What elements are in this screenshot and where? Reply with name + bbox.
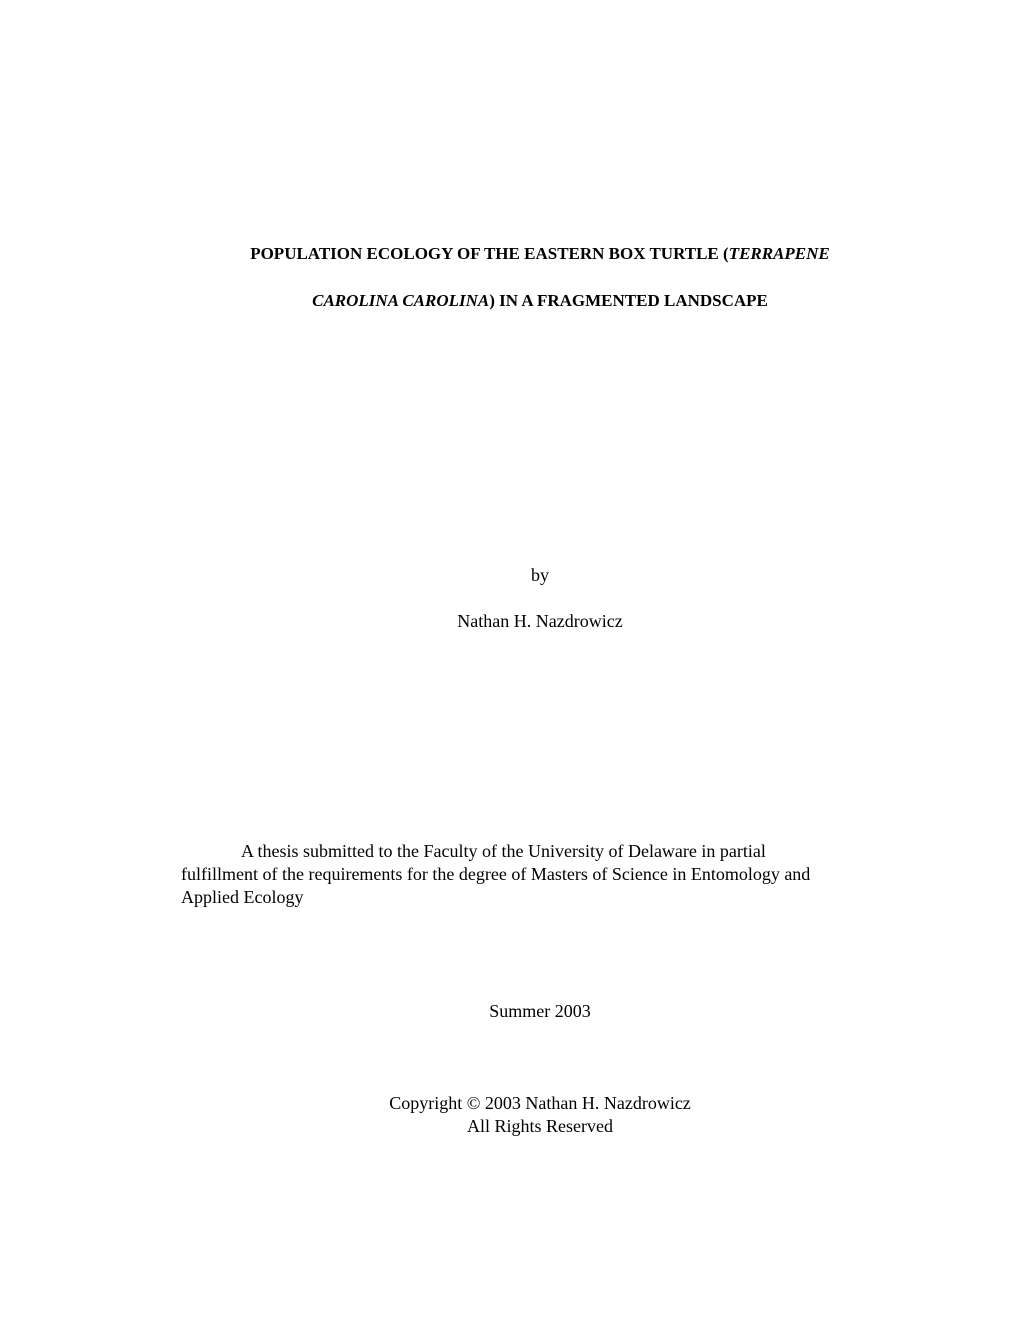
by-label: by xyxy=(531,565,549,585)
statement-line xyxy=(181,840,881,863)
rights-reserved: All Rights Reserved xyxy=(467,1116,613,1136)
title-text-part: POPULATION ECOLOGY OF THE EASTERN BOX TURTLE ( xyxy=(250,244,729,263)
title-italic-genus: TERRAPENE xyxy=(728,244,830,263)
copyright-notice: Copyright © 2003 Nathan H. Nazdrowicz xyxy=(389,1093,691,1113)
statement-line: Applied Ecology xyxy=(181,887,304,907)
statement-line: fulfillment of the requirements for the degree of Masters of Science in Entomology and xyxy=(181,864,811,884)
thesis-statement xyxy=(181,840,881,909)
submission-date: Summer 2003 xyxy=(489,1001,591,1021)
thesis-title-line-2 xyxy=(30,290,1020,312)
title-italic-species: CAROLINA CAROLINA xyxy=(312,291,490,310)
statement-text: A thesis submitted to the Faculty of the University of Delaware in partial xyxy=(241,841,766,861)
thesis-title-line-1 xyxy=(30,243,1020,265)
title-text-part: ) IN A FRAGMENTED LANDSCAPE xyxy=(489,291,768,310)
author-name: Nathan H. Nazdrowicz xyxy=(457,611,623,631)
